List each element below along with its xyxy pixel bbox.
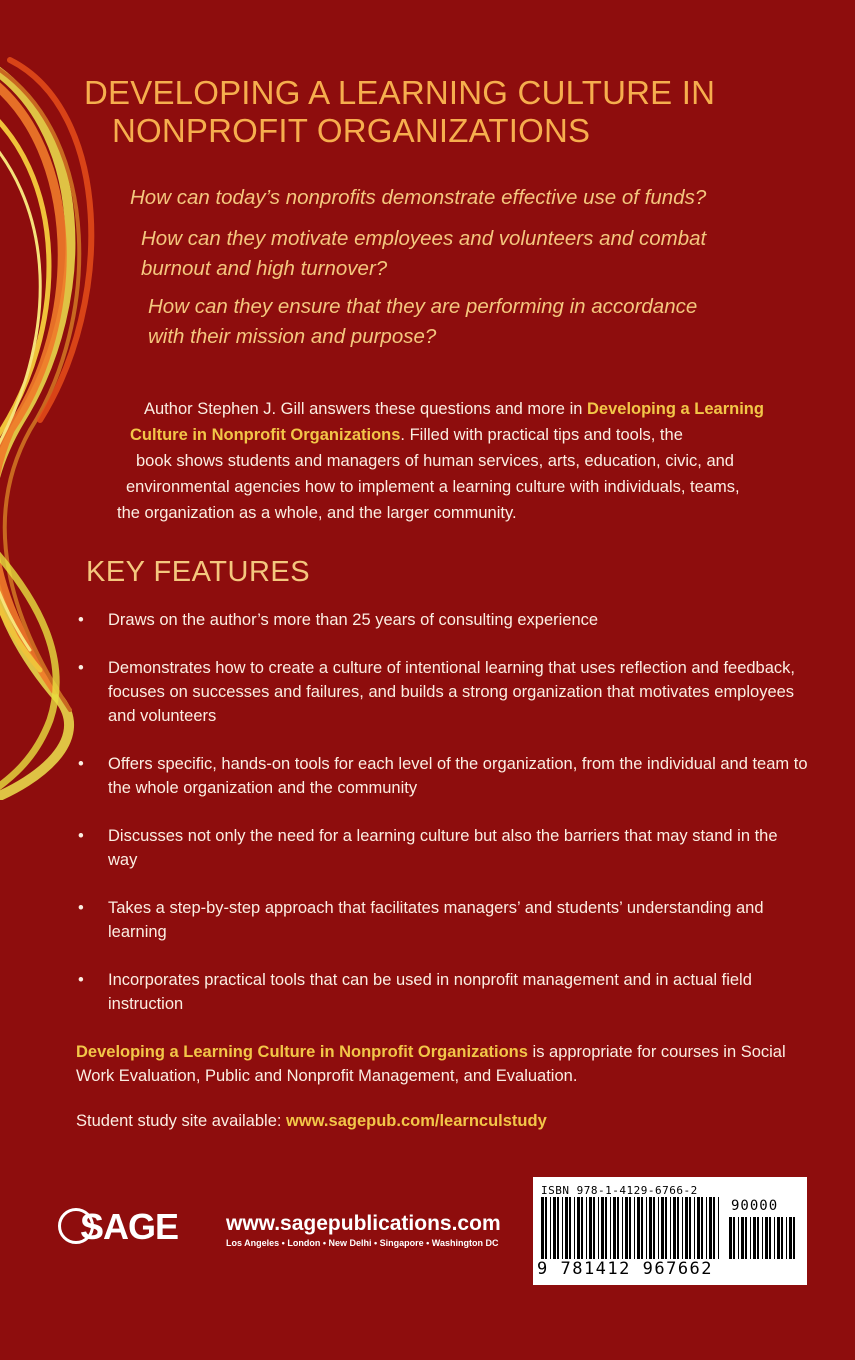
barcode-bar	[677, 1197, 679, 1259]
barcode-bar	[753, 1217, 756, 1259]
intro-line-5: the organization as a whole, and the larger community.	[117, 504, 517, 522]
cover-title	[84, 74, 824, 150]
barcode-bar	[641, 1197, 643, 1259]
barcode-bar	[769, 1217, 771, 1259]
ean-digits: 9 781412 967662	[537, 1259, 714, 1279]
barcode-bar	[581, 1197, 583, 1259]
barcode-bar	[593, 1197, 595, 1259]
barcode-bar	[589, 1197, 592, 1259]
feature-text: Takes a step-by-step approach that facilitates managers’ and students’ understanding and learning	[108, 899, 764, 941]
barcode-bar	[658, 1197, 659, 1259]
barcode-bar	[793, 1217, 795, 1259]
sage-logo-text: SAGE	[80, 1206, 179, 1247]
barcode-bar	[745, 1217, 747, 1259]
feature-text: Demonstrates how to create a culture of intentional learning that uses reflection and feedback, focuses on successes and failures, and builds a strong organization that motivates employees and volunteers	[108, 659, 795, 725]
barcode-bar	[557, 1197, 559, 1259]
intro-line-3: book shows students and managers of human services, arts, education, civic, and	[136, 452, 734, 470]
intro-book-title-2: Culture in Nonprofit Organizations	[130, 426, 401, 444]
barcode-bar	[550, 1197, 551, 1259]
barcode-bar	[685, 1197, 688, 1259]
question-3	[148, 292, 697, 352]
feature-item	[78, 752, 808, 800]
isbn-barcode	[533, 1177, 807, 1285]
closing-text: is appropriate for courses in Social Work Evaluation, Public and Nonprofit Management, and Evaluation.	[76, 1043, 786, 1085]
feature-item	[78, 896, 808, 944]
barcode-bar	[634, 1197, 635, 1259]
intro-text-2b: . Filled with practical tips and tools, the	[400, 426, 683, 444]
barcode-bar	[586, 1197, 587, 1259]
barcode-bar	[569, 1197, 571, 1259]
barcode-bar	[757, 1217, 759, 1259]
study-site-label: Student study site available:	[76, 1112, 287, 1130]
barcode-bar	[706, 1197, 707, 1259]
barcode-bar	[774, 1217, 775, 1259]
barcode-bar	[649, 1197, 652, 1259]
study-site-link[interactable]: www.sagepub.com/learnculstudy	[286, 1112, 547, 1130]
barcode-bar	[738, 1217, 739, 1259]
feature-item	[78, 608, 808, 632]
barcode-bar	[553, 1197, 556, 1259]
barcode-bar	[646, 1197, 647, 1259]
question-3-line-1: How can they ensure that they are performing in accordance	[148, 295, 698, 318]
feature-item	[78, 968, 808, 1016]
question-1	[130, 183, 706, 213]
barcode-bar	[545, 1197, 547, 1259]
key-features-heading: KEY FEATURES	[86, 556, 311, 588]
barcode-bar	[653, 1197, 655, 1259]
barcode-bar	[733, 1217, 735, 1259]
barcode-bar	[701, 1197, 703, 1259]
barcode-bar	[713, 1197, 715, 1259]
barcode-bar	[729, 1217, 732, 1259]
barcode-bar	[605, 1197, 607, 1259]
feature-text: Draws on the author’s more than 25 years of consulting experience	[108, 611, 599, 629]
bullet-icon: •	[78, 755, 84, 773]
barcode-bar	[762, 1217, 763, 1259]
intro-line-4: environmental agencies how to implement a learning culture with individuals, teams,	[126, 478, 740, 496]
barcode-bar	[709, 1197, 712, 1259]
feature-text: Discusses not only the need for a learning culture but also the barriers that may stand in the way	[108, 827, 778, 869]
price-code: 90000	[731, 1198, 779, 1214]
barcode-bar	[661, 1197, 664, 1259]
question-3-line-2: with their mission and purpose?	[148, 325, 437, 348]
title-line-1: DEVELOPING A LEARNING CULTURE IN	[84, 74, 716, 111]
closing-paragraph	[76, 1040, 816, 1088]
barcode-bar	[765, 1217, 768, 1259]
feature-item	[78, 656, 808, 728]
barcode-bar	[682, 1197, 683, 1259]
bullet-icon: •	[78, 971, 84, 989]
closing-book-title: Developing a Learning Culture in Nonprofit Organizations	[76, 1043, 528, 1061]
barcode-bar	[694, 1197, 695, 1259]
barcode-bar	[786, 1217, 787, 1259]
barcode-bar	[637, 1197, 640, 1259]
title-line-2: NONPROFIT ORGANIZATIONS	[112, 112, 591, 149]
feature-item	[78, 824, 808, 872]
barcode-bar	[625, 1197, 628, 1259]
barcode-bar	[601, 1197, 604, 1259]
price-barcode-bars	[729, 1217, 799, 1259]
barcode-bar	[598, 1197, 599, 1259]
barcode-bar	[577, 1197, 580, 1259]
barcode-bar	[689, 1197, 691, 1259]
barcode-bar	[670, 1197, 671, 1259]
barcode-bar	[750, 1217, 751, 1259]
barcode-bar	[565, 1197, 568, 1259]
intro-text-1a: Author Stephen J. Gill answers these questions and more in	[144, 400, 587, 418]
barcode-bar	[622, 1197, 623, 1259]
question-1-line-1: How can today’s nonprofits demonstrate effective use of funds?	[130, 186, 707, 209]
barcode-bar	[777, 1217, 780, 1259]
publisher-cities: Los Angeles • London • New Delhi • Singapore • Washington DC	[226, 1238, 499, 1248]
question-2-line-1: How can they motivate employees and volunteers and combat	[141, 227, 707, 250]
barcode-bar	[789, 1217, 792, 1259]
barcode-bar	[665, 1197, 667, 1259]
bullet-icon: •	[78, 899, 84, 917]
intro-line-1	[90, 396, 810, 422]
question-2	[141, 224, 706, 284]
barcode-bar	[741, 1217, 744, 1259]
barcode-bar	[718, 1197, 719, 1259]
barcode-bar	[613, 1197, 616, 1259]
barcode-bar	[673, 1197, 676, 1259]
barcode-bar	[697, 1197, 700, 1259]
barcode-bar	[541, 1197, 544, 1259]
barcode-bar	[617, 1197, 619, 1259]
publisher-website[interactable]: www.sagepublications.com	[226, 1212, 501, 1235]
barcode-bar	[562, 1197, 563, 1259]
barcode-bar	[574, 1197, 575, 1259]
barcode-bar	[629, 1197, 631, 1259]
question-2-line-2: burnout and high turnover?	[141, 257, 388, 280]
feature-text: Incorporates practical tools that can be used in nonprofit management and in actual field instruction	[108, 971, 752, 1013]
feature-text: Offers specific, hands-on tools for each level of the organization, from the individual and team to the whole organization and the community	[108, 755, 808, 797]
intro-paragraph	[90, 396, 810, 526]
study-site-line	[76, 1112, 547, 1131]
barcode-bar	[781, 1217, 783, 1259]
barcode-bar	[610, 1197, 611, 1259]
isbn-label: ISBN 978-1-4129-6766-2	[541, 1184, 698, 1197]
bullet-icon: •	[78, 611, 84, 629]
ean-barcode-bars	[541, 1197, 721, 1259]
features-list	[78, 608, 808, 1040]
intro-book-title-1: Developing a Learning	[587, 400, 764, 418]
bullet-icon: •	[78, 659, 84, 677]
intro-line-2	[90, 422, 810, 448]
bullet-icon: •	[78, 827, 84, 845]
